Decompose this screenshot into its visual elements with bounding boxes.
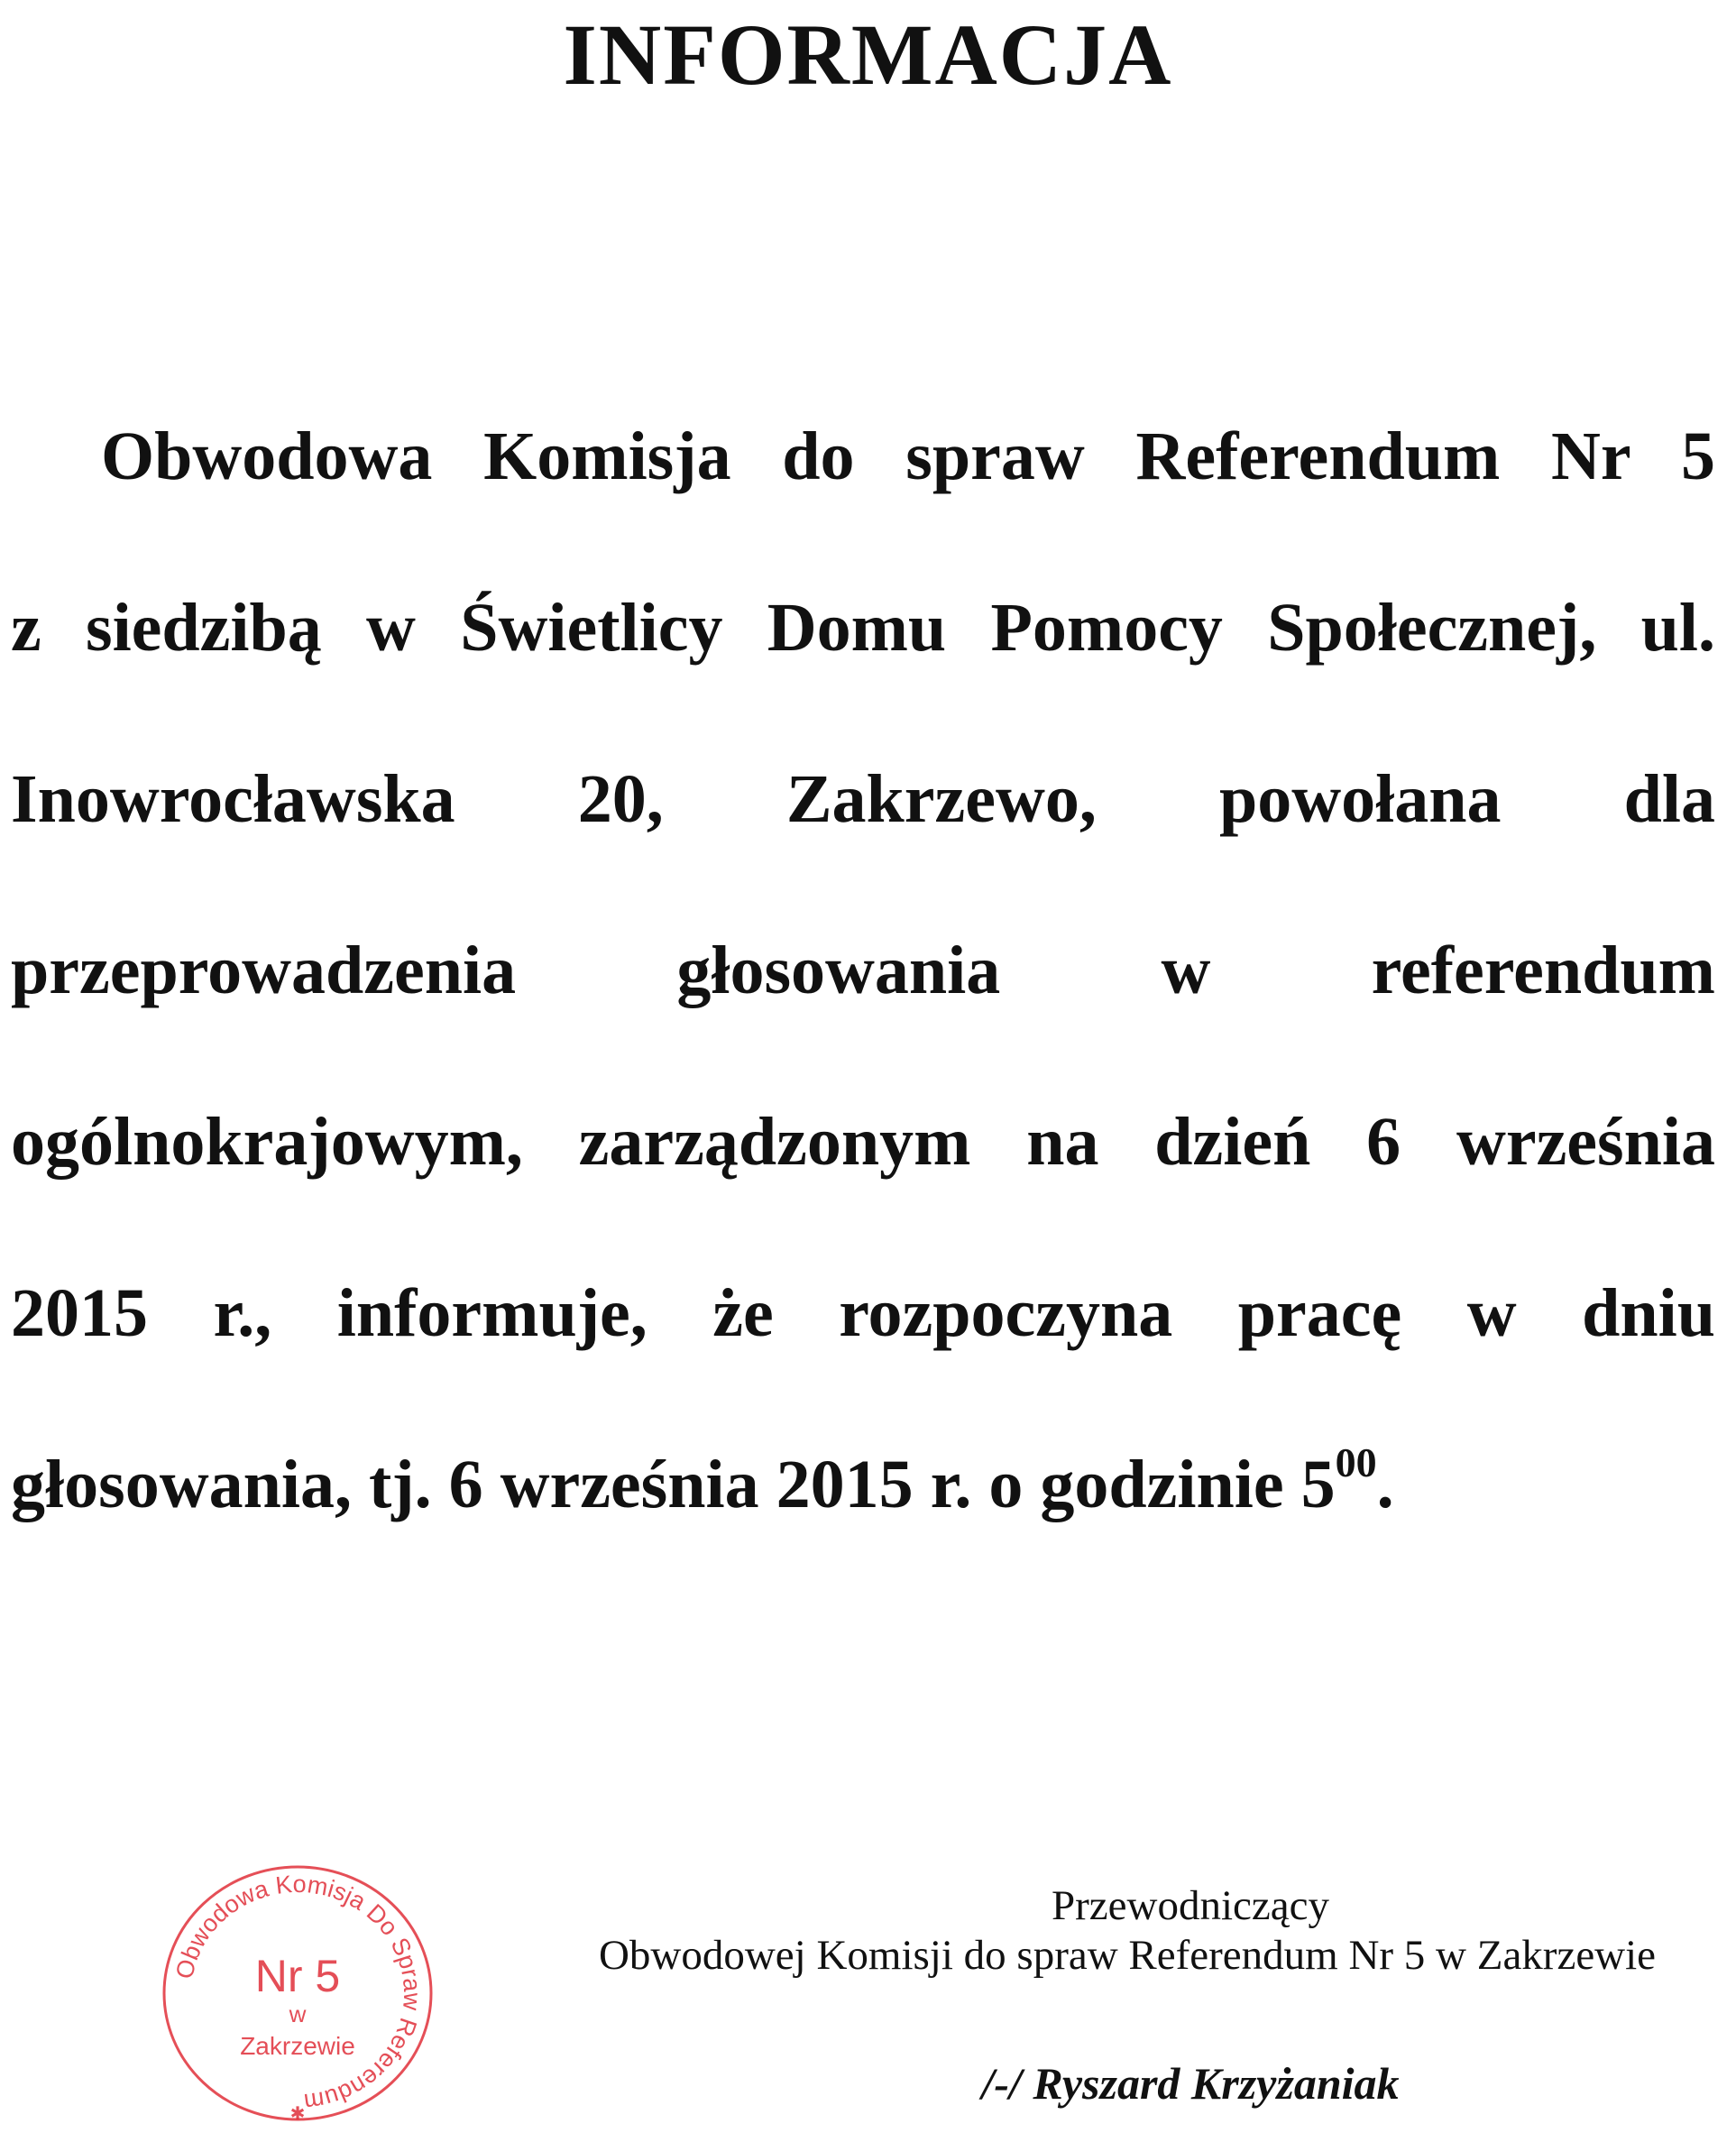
- stamp-ring-text: Obwodowa Komisja Do Spraw Referendum: [170, 1870, 427, 2117]
- body-line: Inowrocławska 20, Zakrzewo, powołana dla: [11, 761, 1715, 837]
- stamp-number: Nr 5: [254, 1951, 341, 2001]
- body-line-last: [11, 1441, 1715, 1528]
- signature-organization: Obwodowej Komisji do spraw Referendum Nr 5 w Zakrzewie: [598, 1932, 1657, 1979]
- body-line: 2015 r., informuje, że rozpoczyna pracę w dniu: [11, 1275, 1715, 1351]
- body-line-text: głosowania, tj. 6 września 2015 r. o godzinie 5: [11, 1447, 1336, 1522]
- final-period: .: [1376, 1447, 1394, 1522]
- body-line: Obwodowa Komisja do spraw Referendum Nr 5: [101, 418, 1715, 494]
- body-line: z siedzibą w Świetlicy Domu Pomocy Społecznej, ul.: [11, 590, 1715, 666]
- official-stamp: [153, 1858, 442, 2128]
- document-title: INFORMACJA: [563, 6, 1173, 103]
- signature-name: /-/ Ryszard Krzyżaniak: [981, 2058, 1400, 2109]
- signature-role: Przewodniczący: [1052, 1882, 1329, 1929]
- body-line: przeprowadzenia głosowania w referendum: [11, 933, 1715, 1008]
- stamp-preposition: w: [289, 2000, 307, 2027]
- stamp-star-icon: ✱: [289, 2102, 306, 2124]
- stamp-place: Zakrzewie: [240, 2032, 355, 2060]
- body-line: ogólnokrajowym, zarządzonym na dzień 6 września: [11, 1104, 1715, 1180]
- time-minutes-superscript: 00: [1335, 1439, 1377, 1485]
